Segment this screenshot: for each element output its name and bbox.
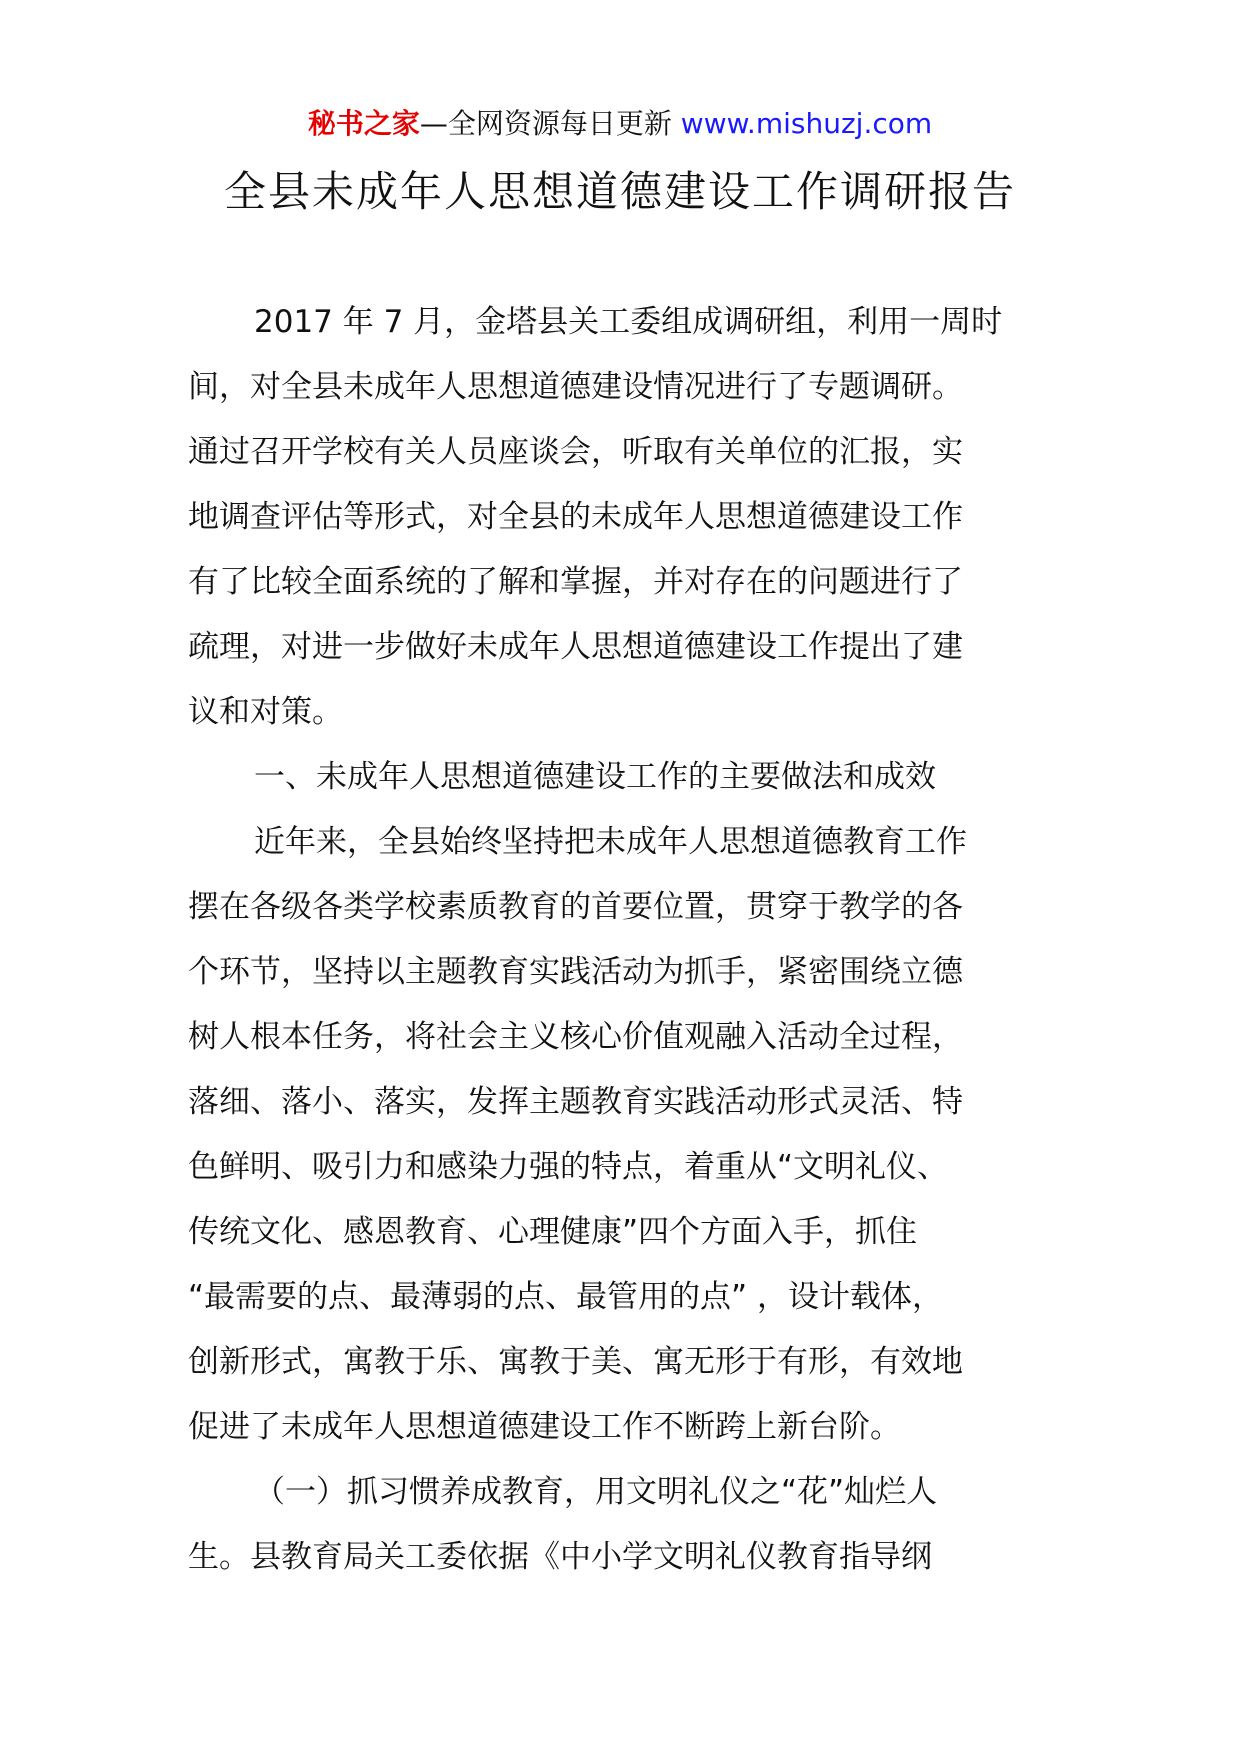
subsection-line: （一）抓习惯养成教育，用文明礼仪之“花”灿烂人 [254, 1474, 938, 1510]
paragraph-line: 传统文化、感恩教育、心理健康”四个方面入手，抓住 [188, 1214, 918, 1250]
paragraph-line: 议和对策。 [188, 694, 343, 730]
site-url-link[interactable]: www.mishuzj.com [680, 107, 933, 140]
paragraph-line: 2017 年 7 月，金塔县关工委组成调研组，利用一周时 [254, 304, 1003, 340]
paragraph-line: 疏理，对进一步做好未成年人思想道德建设工作提出了建 [188, 629, 963, 665]
section-heading: 一、未成年人思想道德建设工作的主要做法和成效 [254, 759, 936, 795]
paragraph-line: 树人根本任务，将社会主义核心价值观融入活动全过程， [188, 1019, 963, 1055]
paragraph-line: 摆在各级各类学校素质教育的首要位置，贯穿于教学的各 [188, 889, 963, 925]
document-title: 全县未成年人思想道德建设工作调研报告 [223, 167, 1016, 216]
paragraph-line: 近年来，全县始终坚持把未成年人思想道德教育工作 [254, 824, 967, 860]
paragraph-line: 有了比较全面系统的了解和掌握，并对存在的问题进行了 [188, 564, 963, 600]
paragraph-line: 通过召开学校有关人员座谈会，听取有关单位的汇报，实 [188, 434, 963, 470]
paragraph-line: 生。县教育局关工委依据《中小学文明礼仪教育指导纲 [188, 1539, 932, 1575]
brand-name: 秘书之家 [307, 107, 420, 140]
paragraph-line: 地调查评估等形式，对全县的未成年人思想道德建设工作 [188, 499, 963, 535]
paragraph-line: 间，对全县未成年人思想道德建设情况进行了专题调研。 [188, 369, 963, 405]
paragraph-line: 创新形式，寓教于乐、寓教于美、寓无形于有形，有效地 [188, 1344, 963, 1380]
paragraph-line: 落细、落小、落实，发挥主题教育实践活动形式灵活、特 [188, 1084, 963, 1120]
paragraph-line: “最需要的点、最薄弱的点、最管用的点” ，设计载体， [188, 1279, 943, 1315]
header-slogan: —全网资源每日更新 [419, 107, 672, 140]
paragraph-line: 色鲜明、吸引力和感染力强的特点，着重从“文明礼仪、 [188, 1149, 949, 1185]
paragraph-line: 促进了未成年人思想道德建设工作不断跨上新台阶。 [188, 1409, 901, 1445]
document-body [188, 290, 1058, 1590]
paragraph-line: 个环节，坚持以主题教育实践活动为抓手，紧密围绕立德 [188, 954, 963, 990]
site-header [0, 100, 1240, 148]
